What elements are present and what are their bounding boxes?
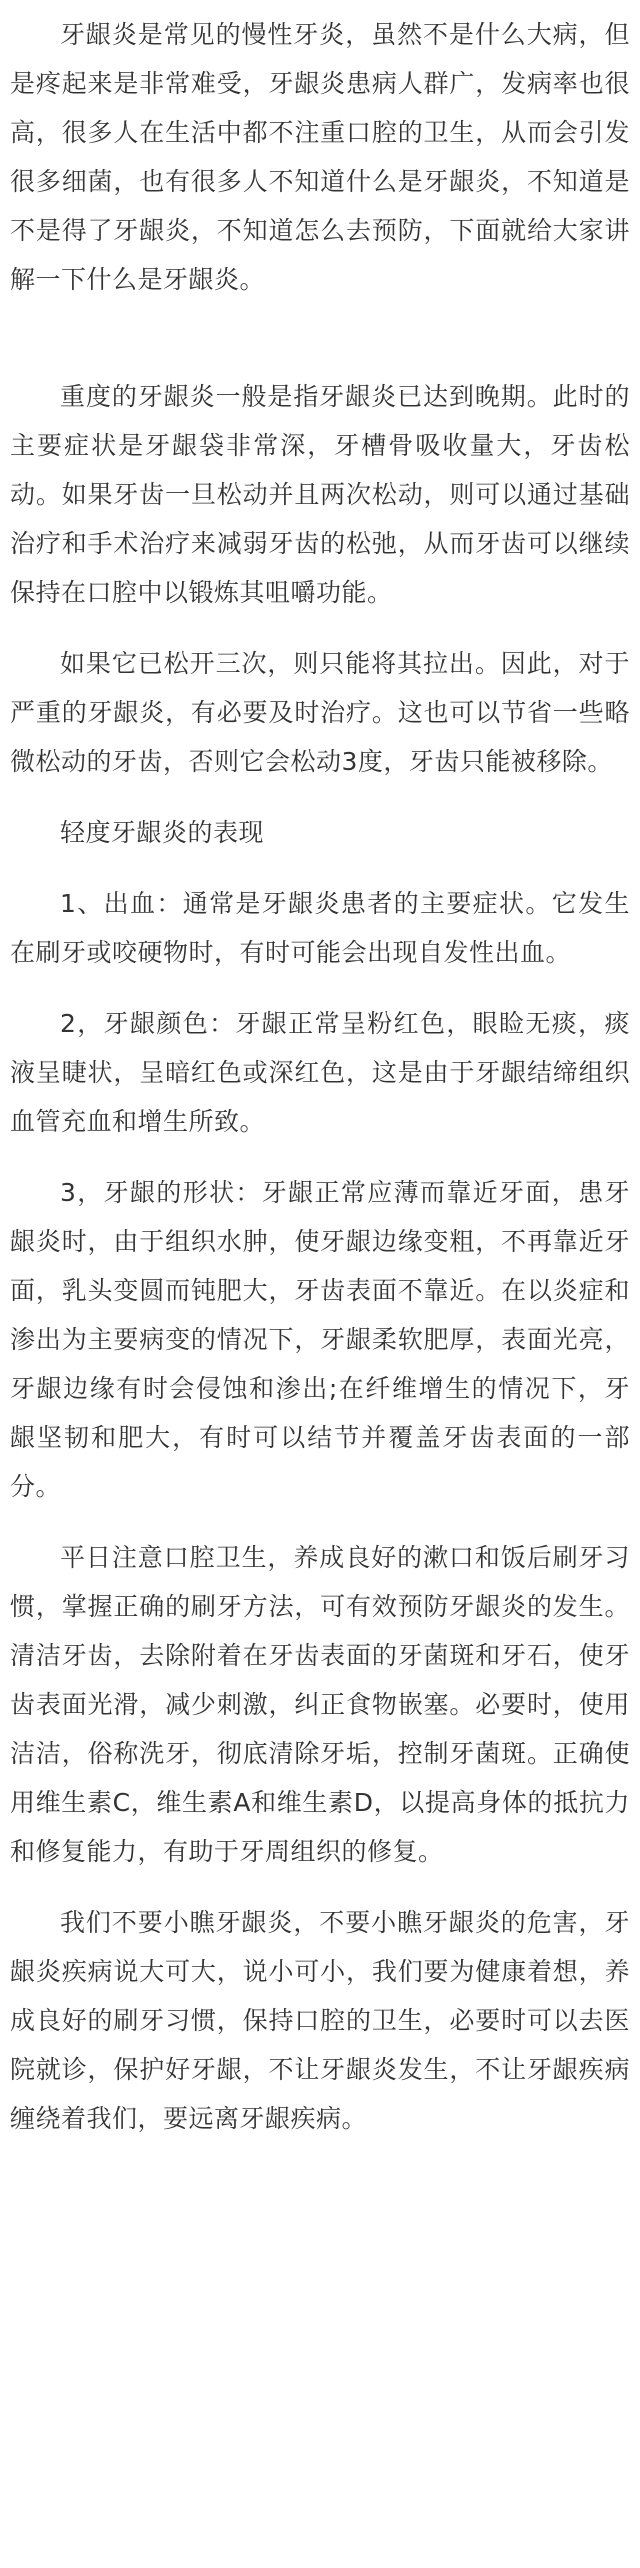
loose-teeth-paragraph: 如果它已松开三次，则只能将其拉出。因此，对于严重的牙龈炎，有必要及时治疗。这也可以节省一些略微松动的牙齿，否则它会松动3度，牙齿只能被移除。 [10, 649, 630, 776]
symptom-color-paragraph: 2，牙龈颜色：牙龈正常呈粉红色，眼睑无痰，痰液呈睫状，呈暗红色或深红色，这是由于牙龈结缔组织血管充血和增生所致。 [10, 1009, 630, 1136]
symptom-bleeding-paragraph: 1、出血：通常是牙龈炎患者的主要症状。它发生在刷牙或咬硬物时，有时可能会出现自发性出血。 [10, 889, 630, 967]
prevention-paragraph: 平日注意口腔卫生，养成良好的漱口和饭后刷牙习惯，掌握正确的刷牙方法，可有效预防牙龈炎的发生。清洁牙齿，去除附着在牙齿表面的牙菌斑和牙石，使牙齿表面光滑，减少刺激，纠正食物嵌塞。必要时，使用洁洁，俗称洗牙，彻底清除牙垢，控制牙菌斑。正确使用维生素C，维生素A和维生素D，以提高身体的抵抗力和修复能力，有助于牙周组织的修复。 [10, 1543, 630, 1866]
mild-symptoms-heading: 轻度牙龈炎的表现 [60, 818, 265, 847]
symptom-shape-paragraph: 3，牙龈的形状：牙龈正常应薄而靠近牙面，患牙龈炎时，由于组织水肿，使牙龈边缘变粗，不再靠近牙面，乳头变圆而钝肥大，牙齿表面不靠近。在以炎症和渗出为主要病变的情况下，牙龈柔软肥厚，表面光亮，牙龈边缘有时会侵蚀和渗出;在纤维增生的情况下，牙龈坚韧和肥大，有时可以结节并覆盖牙齿表面的一部分。 [10, 1178, 630, 1501]
intro-paragraph: 牙龈炎是常见的慢性牙炎，虽然不是什么大病，但是疼起来是非常难受，牙龈炎患病人群广，发病率也很高，很多人在生活中都不注重口腔的卫生，从而会引发很多细菌，也有很多人不知道什么是牙龈炎，不知道是不是得了牙龈炎，不知道怎么去预防，下面就给大家讲解一下什么是牙龈炎。 [10, 20, 630, 294]
severe-gingivitis-paragraph: 重度的牙龈炎一般是指牙龈炎已达到晚期。此时的主要症状是牙龈袋非常深，牙槽骨吸收量大，牙齿松动。如果牙齿一旦松动并且两次松动，则可以通过基础治疗和手术治疗来减弱牙齿的松弛，从而牙齿可以继续保持在口腔中以锻炼其咀嚼功能。 [10, 382, 630, 607]
conclusion-paragraph: 我们不要小瞧牙龈炎，不要小瞧牙龈炎的危害，牙龈炎疾病说大可大，说小可小，我们要为健康着想，养成良好的刷牙习惯，保持口腔的卫生，必要时可以去医院就诊，保护好牙龈，不让牙龈炎发生，不让牙龈疾病缠绕着我们，要远离牙龈疾病。 [10, 1908, 630, 2133]
